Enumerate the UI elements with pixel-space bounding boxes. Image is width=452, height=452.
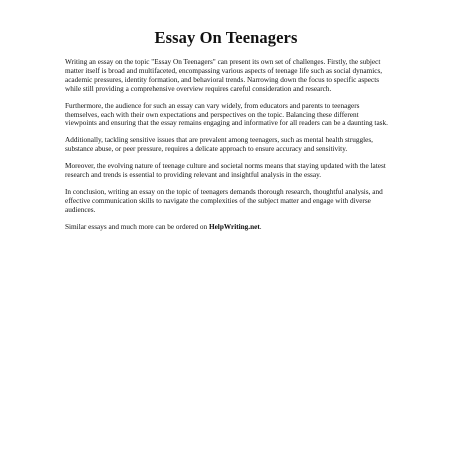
helpwriting-link[interactable]: HelpWriting.net [208, 222, 260, 231]
closing-prefix: Similar essays and much more can be ordered on [65, 222, 209, 231]
essay-body [65, 58, 389, 240]
page-title: Essay On Teenagers [154, 28, 298, 47]
paragraph-5: In conclusion, writing an essay on the topic of teenagers demands thorough research, thoughtful analysis, and effective communication skills to navigate the complexities of the subject matter and engage with diverse audiences. [65, 187, 383, 214]
closing-paragraph [65, 223, 389, 232]
closing-suffix: . [259, 222, 262, 231]
paragraph-1: Writing an essay on the topic "Essay On Teenagers" can present its own set of challenges. Firstly, the subject matter itself is broad and multifaceted, encompassing various aspects of teenage life such as social dynamics, academic pressures, identity formation, and behavioral trends. Narrowing down the focus to specific aspects while still providing a comprehensive overview requires careful consideration and research. [65, 58, 383, 93]
paragraph-3: Additionally, tackling sensitive issues that are prevalent among teenagers, such as mental health struggles, substance abuse, or peer pressure, requires a delicate approach to ensure accuracy and sensitivity. [65, 136, 373, 154]
paragraph-4: Moreover, the evolving nature of teenage culture and societal norms means that staying updated with the latest research and trends is essential to providing relevant and insightful analysis in the essay. [65, 162, 386, 180]
paragraph-2: Furthermore, the audience for such an essay can vary widely, from educators and parents to teenagers themselves, each with their own expectations and perspectives on the topic. Balancing these different viewpoints and ensuring that the essay remains engaging and informative for all readers can be a daunting task. [65, 101, 388, 128]
